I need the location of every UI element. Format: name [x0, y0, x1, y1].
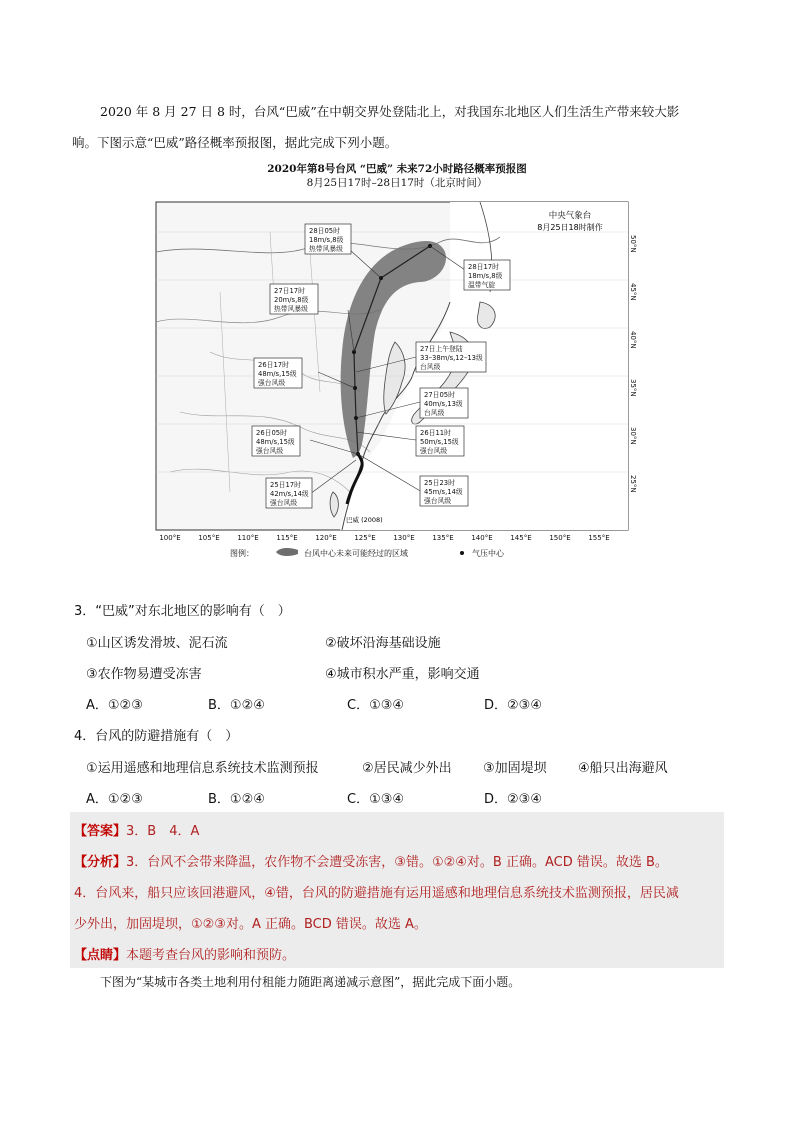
- svg-text:30°N: 30°N: [629, 427, 637, 445]
- svg-text:33–38m/s,12–13级: 33–38m/s,12–13级: [420, 354, 483, 362]
- svg-text:135°E: 135°E: [432, 534, 454, 542]
- q4-choice-c: C．①③④: [347, 792, 405, 807]
- svg-text:110°E: 110°E: [237, 534, 259, 542]
- svg-text:25日17时: 25日17时: [270, 481, 301, 489]
- q4-statement-2: ②居民减少外出: [362, 761, 452, 776]
- q3-stem: 3．“巴威”对东北地区的影响有（ ）: [74, 604, 291, 619]
- lon-labels: [159, 534, 609, 542]
- svg-text:100°E: 100°E: [159, 534, 181, 542]
- answer-text: 3．B 4．A: [126, 824, 200, 839]
- svg-text:18m/s,8级: 18m/s,8级: [309, 236, 344, 244]
- map-legend: [230, 548, 505, 558]
- q4-stem: 4．台风的防避措施有（ ）: [74, 729, 239, 744]
- q4-choice-b: B．①②④: [208, 792, 265, 807]
- svg-text:48m/s,15级: 48m/s,15级: [258, 370, 297, 378]
- svg-text:42m/s,14级: 42m/s,14级: [270, 490, 309, 498]
- svg-text:115°E: 115°E: [276, 534, 298, 542]
- map-agency-1: 中央气象台: [548, 211, 592, 221]
- q3-choice-d: D．②③④: [484, 698, 542, 713]
- analysis-line-1: [74, 851, 668, 870]
- svg-text:强台风级: 强台风级: [270, 499, 298, 507]
- legend-center-dot: [460, 551, 464, 555]
- q4-statement-4: ④船只出海避风: [578, 761, 668, 776]
- analysis-tag: 【分析】: [74, 855, 127, 870]
- q4-choice-a: A．①②③: [86, 792, 143, 807]
- q4-statement-3: ③加固堤坝: [483, 761, 547, 776]
- svg-text:温带气旋: 温带气旋: [468, 281, 496, 289]
- svg-text:强台风级: 强台风级: [424, 497, 452, 505]
- svg-text:25日23时: 25日23时: [424, 479, 455, 487]
- map-title-1: 2020年第8号台风 “巴威” 未来72小时路径概率预报图: [267, 163, 527, 175]
- q3-statement-2: ②破坏沿海基础设施: [325, 636, 441, 651]
- svg-text:20m/s,8级: 20m/s,8级: [274, 296, 309, 304]
- callout-27-17: [270, 284, 318, 314]
- svg-text:台风级: 台风级: [420, 363, 441, 371]
- svg-text:强台风级: 强台风级: [420, 447, 448, 455]
- callout-27-landfall: [416, 342, 486, 372]
- svg-text:热带风暴级: 热带风暴级: [309, 245, 343, 253]
- callout-25-17: [266, 478, 312, 508]
- svg-text:50°N: 50°N: [629, 235, 637, 253]
- svg-text:40m/s,13级: 40m/s,13级: [424, 400, 463, 408]
- answer-line: [74, 820, 199, 839]
- callout-26-05: [252, 426, 300, 456]
- svg-text:27日05时: 27日05时: [424, 391, 455, 399]
- lat-labels: [629, 235, 637, 493]
- q3-statement-1: ①山区诱发滑坡、泥石流: [86, 636, 228, 651]
- point-line: [74, 944, 295, 963]
- svg-text:50m/s,15级: 50m/s,15级: [420, 438, 459, 446]
- svg-text:26日05时: 26日05时: [256, 429, 287, 437]
- svg-text:150°E: 150°E: [549, 534, 571, 542]
- svg-text:125°E: 125°E: [354, 534, 376, 542]
- svg-text:台风级: 台风级: [424, 409, 445, 417]
- svg-text:45°N: 45°N: [629, 283, 637, 301]
- point-tag: 【点睛】: [74, 948, 127, 963]
- svg-text:26日11时: 26日11时: [420, 429, 451, 437]
- callout-25-23: [420, 476, 468, 506]
- svg-text:27日17时: 27日17时: [274, 287, 305, 295]
- svg-text:气压中心: 气压中心: [472, 549, 504, 558]
- svg-text:25°N: 25°N: [629, 475, 637, 493]
- analysis-line-3: 少外出，加固堤坝，①②③对。A 正确。BCD 错误。故选 A。: [74, 917, 427, 932]
- svg-text:45m/s,14级: 45m/s,14级: [424, 488, 463, 496]
- svg-text:28日17时: 28日17时: [468, 263, 499, 271]
- intro-paragraph: [72, 96, 722, 158]
- callout-26-11: [416, 426, 464, 456]
- svg-text:48m/s,15级: 48m/s,15级: [256, 438, 295, 446]
- intro-line-2: 响。下图示意“巴威”路径概率预报图，据此完成下列小题。: [72, 135, 398, 150]
- svg-text:图例：: 图例：: [230, 549, 254, 558]
- legend-area-swatch: [276, 548, 298, 556]
- callout-28-05: [305, 224, 351, 254]
- svg-text:26日17时: 26日17时: [258, 361, 289, 369]
- svg-text:140°E: 140°E: [471, 534, 493, 542]
- svg-text:120°E: 120°E: [315, 534, 337, 542]
- svg-text:40°N: 40°N: [629, 331, 637, 349]
- q3-statement-4: ④城市积水严重，影响交通: [325, 667, 480, 682]
- svg-text:35°N: 35°N: [629, 379, 637, 397]
- svg-text:18m/s,8级: 18m/s,8级: [468, 272, 503, 280]
- q4-choice-d: D．②③④: [484, 792, 542, 807]
- callout-26-17: [254, 358, 302, 388]
- q4-statement-1: ①运用遥感和地理信息系统技术监测预报: [86, 761, 319, 776]
- next-question-intro: 下图为“某城市各类土地利用付租能力随距离递减示意图”，据此完成下面小题。: [100, 975, 521, 989]
- storm-name-label: 巴威 (2008): [346, 516, 383, 524]
- typhoon-map-figure: [150, 162, 644, 562]
- svg-text:145°E: 145°E: [510, 534, 532, 542]
- q3-choice-b: B．①②④: [208, 698, 265, 713]
- svg-text:强台风级: 强台风级: [256, 447, 284, 455]
- svg-text:155°E: 155°E: [588, 534, 610, 542]
- svg-text:台风中心未来可能经过的区域: 台风中心未来可能经过的区域: [304, 549, 408, 558]
- q3-choice-a: A．①②③: [86, 698, 143, 713]
- svg-text:28日05时: 28日05时: [309, 227, 340, 235]
- map-agency-2: 8月25日18时制作: [537, 223, 603, 232]
- map-title-2: 8月25日17时–28日17时（北京时间）: [306, 177, 488, 189]
- point-text: 本题考查台风的影响和预防。: [126, 948, 296, 963]
- analysis-line-2: 4．台风来，船只应该回港避风，④错，台风的防避措施有运用遥感和地理信息系统技术监测预报，居民减: [74, 886, 679, 901]
- svg-text:27日上午登陆: 27日上午登陆: [420, 345, 463, 353]
- svg-text:105°E: 105°E: [198, 534, 220, 542]
- intro-line-1: 2020 年 8 月 27 日 8 时，台风“巴威”在中朝交界处登陆北上，对我国东北地区人们生活生产带来较大影: [100, 104, 680, 119]
- svg-text:强台风级: 强台风级: [258, 379, 286, 387]
- q3-choice-c: C．①③④: [347, 698, 405, 713]
- q3-statement-3: ③农作物易遭受冻害: [86, 667, 202, 682]
- svg-text:热带风暴级: 热带风暴级: [274, 305, 308, 313]
- callout-28-17: [464, 260, 510, 290]
- callout-27-05: [420, 388, 468, 418]
- typhoon-map: [150, 192, 644, 564]
- analysis-text-1: 3．台风不会带来降温，农作物不会遭受冻害，③错。①②④对。B 正确。ACD 错误。故选 B。: [126, 855, 668, 870]
- svg-text:130°E: 130°E: [393, 534, 415, 542]
- answer-tag: 【答案】: [74, 824, 127, 839]
